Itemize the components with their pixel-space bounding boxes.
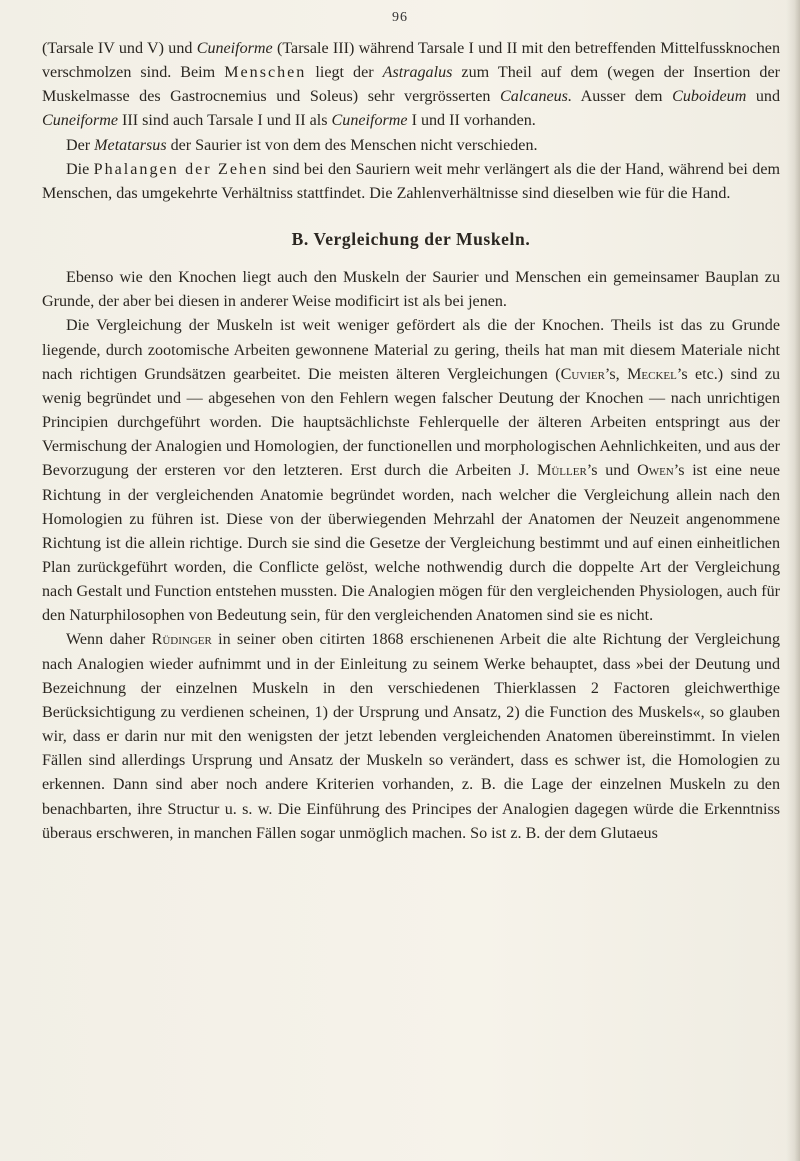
paragraph [42,314,780,628]
text-run: ’s ist eine neue Richtung in der vergleichenden Anatomie begründet worden, nach welcher die Vergleichung allein nach den Homologien zu führen ist. Diese von der überwiegenden Mehrzahl der Anatomen der Neuzeit angenommene Richtung ist die allein richtige. Durch sie sind die Gesetze der Vergleichung bestimmt und auf einen einheitlichen Plan zurückgeführt worden, die Conflicte gelöst, welche nothwendig durch die doppelte Art der Vergleichung nach Gestalt und Function entstehen mussten. Die Analogien mögen für den vergleichenden Physiologen, auch für den Naturphilosophen von Bedeutung sein, für den vergleichenden Anatomen sind sie es nicht. [42,462,781,625]
paragraphs-top [42,37,780,206]
text-run: (Tarsale IV und V) und [42,40,197,57]
italic-term: Metatarsus [94,136,167,154]
page-number: 96 [392,10,408,25]
text-run: ’s und [586,462,638,480]
paragraph [42,134,780,158]
italic-term: Cuneiforme [42,112,118,130]
paragraph [42,37,780,134]
text-run: Wenn daher [66,631,152,649]
paragraph [42,266,780,314]
text-run: Ebenso wie den Knochen liegt auch den Muskeln der Saurier und Menschen ein gemeinsamer Bauplan zu Grunde, der aber bei diesen in anderer Weise modificirt ist als bei jenen. [42,269,780,311]
text-run: in seiner oben citirten 1868 erschienenen Arbeit die alte Richtung der Vergleichung nach Analogien wieder aufnimmt und in der Einleitung zu seinem Werke behauptet, dass »bei der Deutung und Bezeichnung der einzelnen Muskeln in den verschiedenen Thierklassen 2 Factoren gleichwerthige Berücksichtigung zu verdienen scheinen, 1) der Ursprung und Ansatz, 2) die Function des Muskels«, so glauben wir, dass er darin nur mit den wenigsten der jetzt lebenden vergleichenden Anatomen übereinstimmt. In vielen Fällen sind allerdings Ursprung und Ansatz der Muskeln so verändert, dass es schwer ist, die Homologien zu erkennen. Dann sind aber noch andere Kriterien vorhanden, z. B. die Lage der einzelnen Muskeln zu den benachbarten, ihre Structur u. s. w. Die Einführung des Principes der Analogien dagegen würde die Erkenntniss überaus erschweren, in manchen Fällen sogar unmöglich machen. So ist z. B. der dem Glutaeus [42,631,780,842]
page-body [42,37,780,846]
text-run: Die [66,160,94,178]
text-run: ’s, [604,365,628,383]
text-run: sind bei den Sauriern weit mehr verlängert als die der Hand, während bei dem Menschen, das umgekehrte Verhältniss stattfindet. Die Zahlenverhältnisse sind dieselben wie für die Hand. [42,160,780,202]
italic-term: Astragalus [382,64,453,82]
paragraphs-bottom [42,266,780,846]
text-run: III sind auch Tarsale I und II als [118,112,332,130]
page-edge-shadow [786,0,800,1161]
paragraph [42,628,780,845]
text-run: Die Vergleichung der Muskeln ist weit weniger gefördert als die der Knochen. Theils ist das zu Grunde liegende, durch zootomische Arbeiten gewonnene Material zu gering, theils hat man mit diesem Materiale nicht nach richtigen Grundsätzen gearbeitet. Die meisten älteren Vergleichungen ( [42,317,780,383]
author-name: Meckel [627,365,677,383]
text-run: Der [66,136,95,154]
spaced-term: Menschen [224,64,307,82]
section-heading: B. Vergleichung der Muskeln. [291,229,531,250]
text-run: ’s etc.) sind zu wenig begründet und — abgesehen von den Fehlern wegen falscher Deutung der Knochen — nach unrichtigen Principien durchgeführt worden. Die hauptsächlichste Fehlerquelle der älteren Arbeiten entspringt aus der Vermischung der Analogien und Homologien, der functionellen und morphologischen Aehnlichkeiten, und aus der Bevorzugung der ersteren vor den letzteren. Erst durch die Arbeiten J. [42,365,781,480]
text-run: (Tarsale III) während Tarsale I und II mit den betreffenden Mittelfussknochen verschmolzen sind. Beim [42,40,780,82]
italic-term: Calcaneus. [500,88,572,106]
text-run: I und II vorhanden. [407,112,536,130]
author-name: Rüdinger [151,631,212,649]
italic-term: Cuneiforme [331,112,408,130]
italic-term: Cuneiforme [196,40,273,57]
text-run: und [746,88,781,106]
author-name: Owen [637,462,674,480]
author-name: Müller [537,462,587,480]
text-run: Ausser dem [571,88,673,106]
italic-term: Cuboideum [672,88,747,106]
author-name: Cuvier [560,365,605,383]
text-run: liegt der [306,64,383,82]
text-run: zum Theil auf dem (wegen der Insertion der Muskelmasse des Gastrocnemius und Soleus) sehr vergrösserten [42,64,780,106]
paragraph [42,158,780,206]
text-run: der Saurier ist von dem des Menschen nicht verschieden. [166,136,538,154]
spaced-term: Phalangen der Zehen [93,160,269,178]
